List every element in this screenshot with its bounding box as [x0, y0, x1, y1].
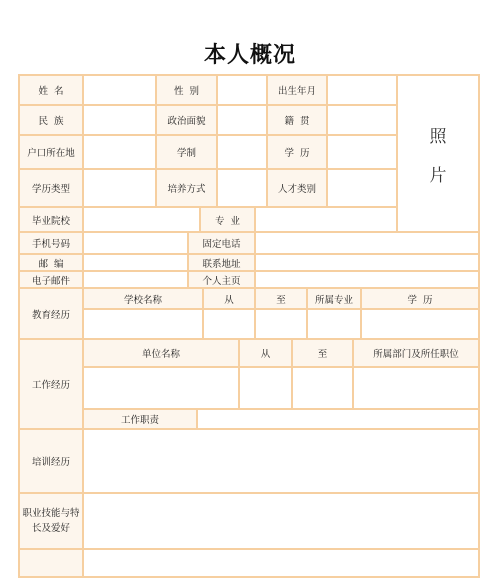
edu-major-field[interactable]	[306, 308, 362, 340]
work-from-field[interactable]	[238, 366, 293, 410]
label-hukou: 户口所在地	[18, 134, 84, 170]
page-title: 本人概况	[203, 43, 296, 68]
work-header-to: 至	[291, 338, 354, 368]
field-political[interactable]	[216, 104, 268, 136]
next-section-field[interactable]	[82, 548, 480, 578]
field-training-mode[interactable]	[216, 168, 268, 208]
label-address: 联系地址	[187, 253, 256, 272]
field-name[interactable]	[82, 74, 157, 106]
field-talent-type[interactable]	[326, 168, 398, 208]
work-header-unit: 单位名称	[82, 338, 240, 368]
field-graduated-school[interactable]	[82, 206, 201, 233]
work-to-field[interactable]	[291, 366, 354, 410]
field-degree[interactable]	[326, 134, 398, 170]
label-work: 工作经历	[18, 338, 84, 430]
field-hukou[interactable]	[82, 134, 157, 170]
label-training: 培训经历	[18, 428, 84, 494]
label-ethnicity: 民 族	[18, 104, 84, 136]
label-native: 籍 贯	[266, 104, 328, 136]
skills-field[interactable]	[82, 492, 480, 550]
label-training-mode: 培养方式	[155, 168, 218, 208]
label-degree: 学 历	[266, 134, 328, 170]
edu-header-degree: 学 历	[360, 287, 480, 310]
edu-header-to: 至	[254, 287, 308, 310]
label-skills: 职业技能与特 长及爱好	[18, 492, 84, 550]
edu-from-field[interactable]	[202, 308, 256, 340]
training-field[interactable]	[82, 428, 480, 494]
photo-label-2: 片	[429, 165, 447, 186]
edu-to-field[interactable]	[254, 308, 308, 340]
label-education: 教育经历	[18, 287, 84, 340]
label-homepage: 个人主页	[187, 270, 256, 289]
edu-school-field[interactable]	[82, 308, 204, 340]
work-header-from: 从	[238, 338, 293, 368]
label-degree-type: 学历类型	[18, 168, 84, 208]
field-schooling[interactable]	[216, 134, 268, 170]
photo-label-1: 照	[429, 126, 447, 147]
label-postcode: 邮 编	[18, 253, 84, 272]
work-duty-field[interactable]	[196, 408, 480, 430]
field-landline[interactable]	[254, 231, 480, 255]
label-name: 姓 名	[18, 74, 84, 106]
edu-header-major: 所属专业	[306, 287, 362, 310]
work-header-dept: 所属部门及所任职位	[352, 338, 480, 368]
label-major: 专 业	[199, 206, 256, 233]
next-section-label	[18, 548, 84, 578]
field-ethnicity[interactable]	[82, 104, 157, 136]
label-schooling: 学制	[155, 134, 218, 170]
label-email: 电子邮件	[18, 270, 84, 289]
field-birth[interactable]	[326, 74, 398, 106]
label-gender: 性 别	[155, 74, 218, 106]
label-mobile: 手机号码	[18, 231, 84, 255]
label-landline: 固定电话	[187, 231, 256, 255]
field-degree-type[interactable]	[82, 168, 157, 208]
field-major[interactable]	[254, 206, 398, 233]
work-unit-field[interactable]	[82, 366, 240, 410]
edu-header-school: 学校名称	[82, 287, 204, 310]
edu-degree-field[interactable]	[360, 308, 480, 340]
field-mobile[interactable]	[82, 231, 189, 255]
field-native[interactable]	[326, 104, 398, 136]
label-political: 政治面貌	[155, 104, 218, 136]
photo-box[interactable]	[396, 74, 480, 233]
edu-header-from: 从	[202, 287, 256, 310]
work-dept-field[interactable]	[352, 366, 480, 410]
field-gender[interactable]	[216, 74, 268, 106]
label-birth: 出生年月	[266, 74, 328, 106]
label-work-duty: 工作职责	[82, 408, 198, 430]
label-graduated-school: 毕业院校	[18, 206, 84, 233]
label-talent-type: 人才类别	[266, 168, 328, 208]
